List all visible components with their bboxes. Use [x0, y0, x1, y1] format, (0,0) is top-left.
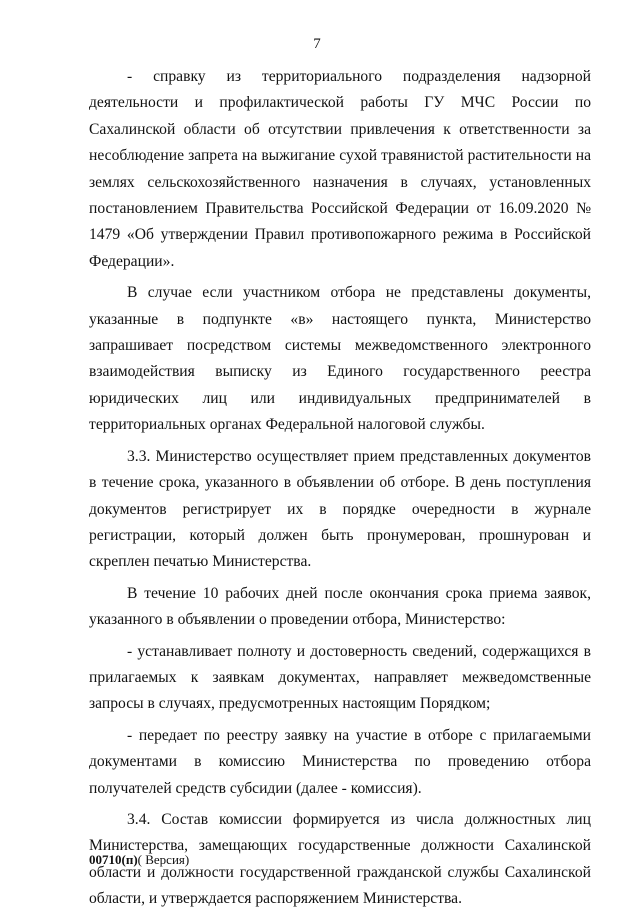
document-body — [89, 64, 591, 913]
paragraph: В случае если участником отбора не представлены документы, указанные в подпункте «в» настоящего пункта, Министерство запрашивает посредством системы межведомственного электронного взаимодействия выписку из Единого государственного реестра юридических лиц или индивидуальных предпринимателей в территориальных органах Федеральной налоговой службы. — [89, 284, 591, 434]
paragraph: 3.3. Министерство осуществляет прием представленных документов в течение срока, указанного в объявлении об отборе. В день поступления документов регистрирует их в порядке очередности в журнале регистрации, который должен быть пронумерован, прошнурован и скреплен печатью Министерства. — [89, 447, 591, 571]
paragraph: - устанавливает полноту и достоверность сведений, содержащихся в прилагаемых к заявкам документах, направляет межведомственные запросы в случаях, предусмотренных настоящим Порядком; — [89, 642, 591, 713]
paragraph: - справку из территориального подразделения надзорной деятельности и профилактической работы ГУ МЧС России по Сахалинской области об отсутствии привлечения к ответственности за несоблюдение запрета на выжигание сухой травянистой растительности на землях сельскохозяйственного назначения в случаях, установленных постановлением Правительства Российской Федерации от 16.09.2020 № 1479 «Об утверждении Правил противопожарного режима в Российской Федерации». — [89, 68, 591, 270]
document-code: 00710(п) — [89, 852, 138, 867]
page-number: 7 — [313, 36, 321, 52]
paragraph: - передает по реестру заявку на участие в отборе с прилагаемыми документами в комиссию Министерства по проведению отбора получателей средств субсидии (далее - комиссия). — [89, 726, 591, 797]
paragraph: 3.4. Состав комиссии формируется из числа должностных лиц Министерства, замещающих государственные должности Сахалинской области и должности государственной гражданской службы Сахалинской области, и утверждается распоряжением Министерства. — [89, 810, 591, 908]
version-label: ( Версия) — [137, 852, 190, 867]
document-footer — [89, 852, 189, 868]
paragraph: В течение 10 рабочих дней после окончания срока приема заявок, указанного в объявлении о проведении отбора, Министерство: — [89, 584, 591, 629]
